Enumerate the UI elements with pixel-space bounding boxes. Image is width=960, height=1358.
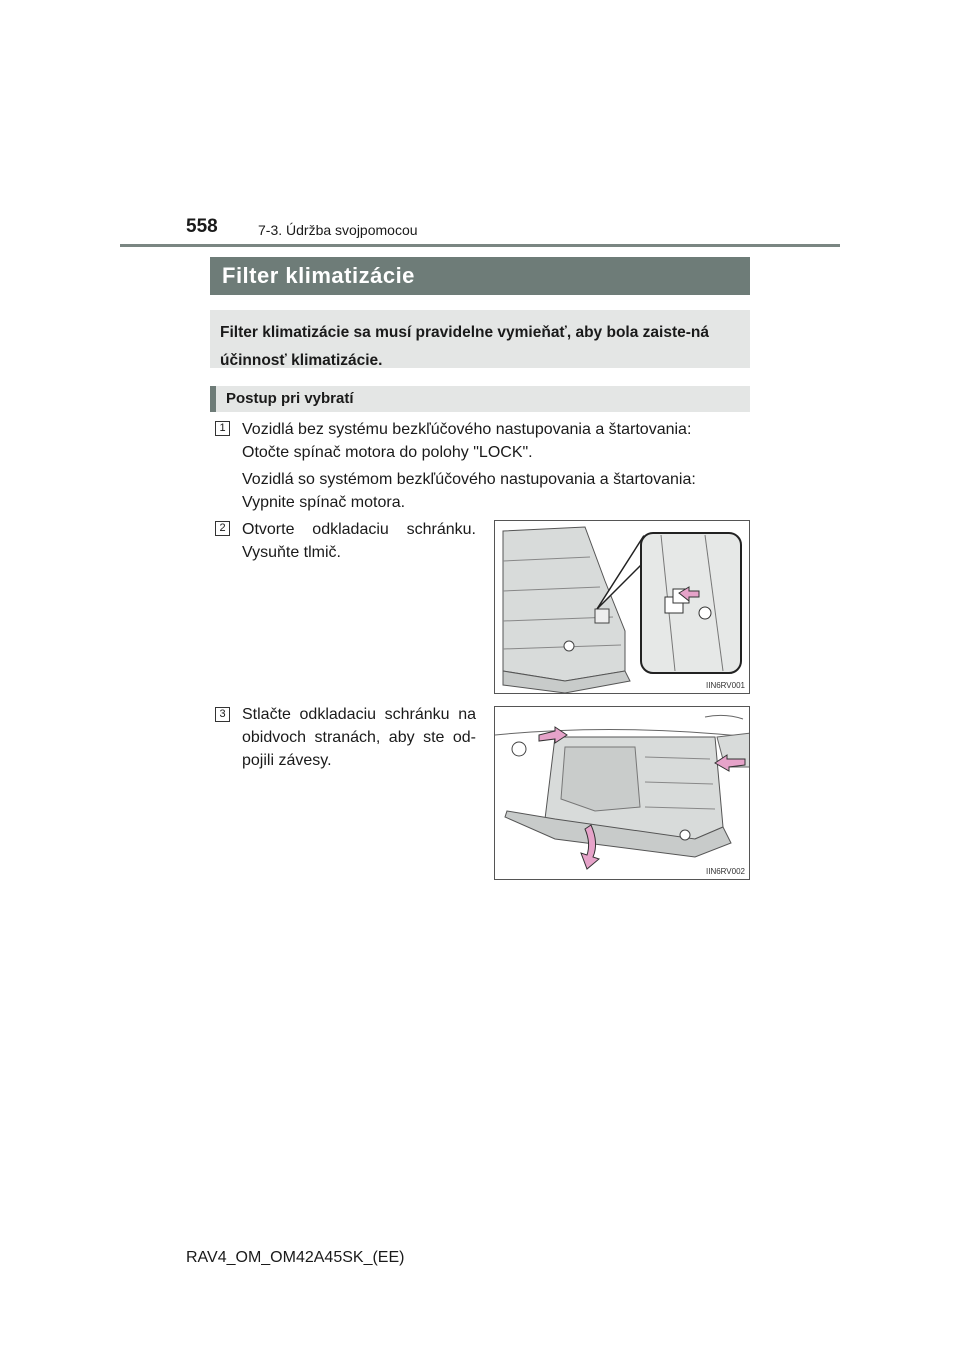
figure-code-1: IIN6RV001 — [706, 681, 745, 690]
section-title: Filter klimatizácie — [222, 263, 415, 288]
step-1-line-2: Otočte spínač motora do polohy "LOCK". — [242, 444, 533, 461]
step-number-1: 1 — [215, 421, 230, 436]
figure-code-2: IIN6RV002 — [706, 867, 745, 876]
step-number-2: 2 — [215, 521, 230, 536]
header-rule — [120, 244, 840, 247]
section-title-bar — [210, 257, 750, 295]
running-title: 7-3. Údržba svojpomocou — [258, 222, 418, 238]
subsection-title: Postup pri vybratí — [226, 390, 354, 407]
page-number: 558 — [186, 216, 218, 237]
intro-text: Filter klimatizácie sa musí pravidelne vymieňať, aby bola zaiste-ná účinnosť klimatizácie. — [220, 324, 709, 369]
subsection-bar — [210, 386, 750, 412]
step-number-3: 3 — [215, 707, 230, 722]
step-1-line-3: Vozidlá so systémom bezkľúčového nastupovania a štartovania: — [242, 471, 696, 488]
glove-box-damper-illustration — [495, 521, 750, 694]
step-1-line-1: Vozidlá bez systému bezkľúčového nastupovania a štartovania: — [242, 421, 692, 438]
intro-box — [210, 310, 750, 368]
step-3-text: Stlačte odkladaciu schránku na obidvoch stranách, aby ste od-pojili závesy. — [242, 706, 476, 769]
footer-document-code: RAV4_OM_OM42A45SK_(EE) — [186, 1249, 405, 1266]
glove-box-hinges-illustration — [495, 707, 750, 880]
figure-glove-box-hinges — [494, 706, 750, 880]
step-1-line-4: Vypnite spínač motora. — [242, 494, 406, 511]
figure-glove-box-damper — [494, 520, 750, 694]
step-2-text: Otvorte odkladaciu schránku. Vysuňte tlmič. — [242, 521, 476, 561]
